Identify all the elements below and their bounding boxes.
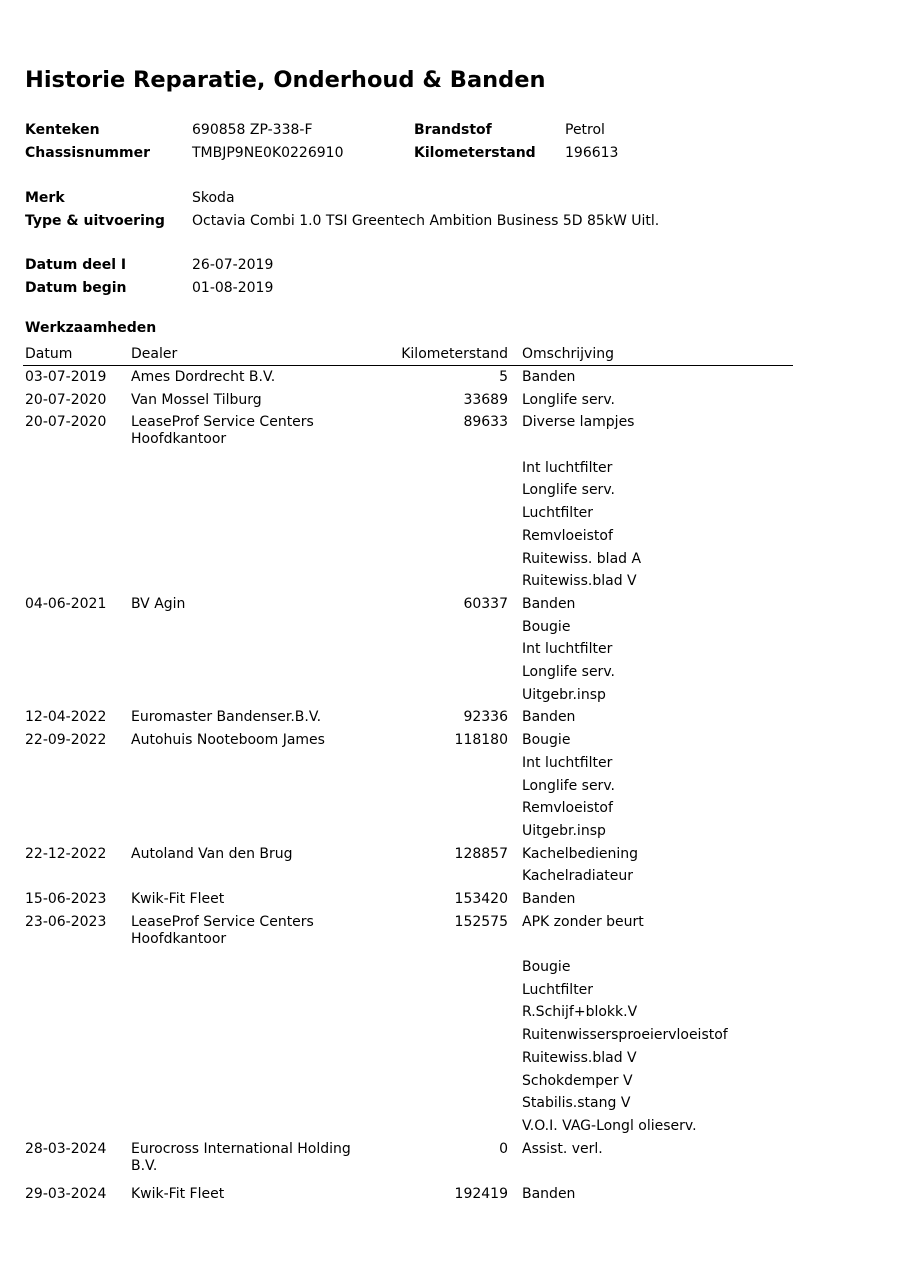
- cell-kilometerstand: 89633: [463, 414, 508, 431]
- omschrijving-line: Ruitewiss.blad V: [522, 573, 637, 590]
- dealer-line: BV Agin: [131, 595, 186, 612]
- cell-omschrijving: [522, 593, 792, 706]
- omschrijving-line: Int luchtfilter: [522, 641, 613, 658]
- table-header: [23, 343, 793, 366]
- cell-dealer: [131, 911, 366, 948]
- omschrijving-line: [522, 434, 792, 457]
- cell-omschrijving: [522, 706, 792, 729]
- cell-kilometerstand: 0: [499, 1140, 508, 1157]
- cell-dealer: [131, 1183, 366, 1203]
- dealer-line: Hoofdkantoor: [131, 431, 227, 448]
- datum-deel-label: Datum deel I: [25, 257, 127, 273]
- dealer-line: LeaseProf Service Centers: [131, 414, 314, 431]
- omschrijving-line: Stabilis.stang V: [522, 1095, 631, 1112]
- cell-kilometerstand: 92336: [463, 709, 508, 726]
- cell-dealer: [131, 843, 366, 863]
- cell-omschrijving: [522, 843, 792, 888]
- omschrijving-line: Longlife serv.: [522, 391, 615, 408]
- omschrijving-line: Schokdemper V: [522, 1072, 633, 1089]
- table-row: [25, 366, 795, 389]
- cell-kilometerstand: 153420: [454, 891, 508, 908]
- cell-kilometerstand: 152575: [454, 913, 508, 930]
- kilometerstand-value: 196613: [565, 145, 619, 161]
- omschrijving-line: Bougie: [522, 618, 571, 635]
- omschrijving-line: Longlife serv.: [522, 482, 615, 499]
- omschrijving-line: Longlife serv.: [522, 664, 615, 681]
- omschrijving-line: Kachelbediening: [522, 845, 638, 862]
- column-header-kilometerstand: Kilometerstand: [401, 346, 508, 362]
- cell-kilometerstand: 192419: [454, 1186, 508, 1203]
- dealer-line: Eurocross International Holding: [131, 1140, 351, 1157]
- cell-kilometerstand: 5: [499, 369, 508, 385]
- cell-omschrijving: [522, 1183, 792, 1206]
- cell-kilometerstand: 60337: [463, 595, 508, 612]
- omschrijving-line: Uitgebr.insp: [522, 686, 606, 703]
- dealer-line: Van Mossel Tilburg: [131, 391, 262, 408]
- omschrijving-line: Uitgebr.insp: [522, 822, 606, 839]
- omschrijving-line: Luchtfilter: [522, 981, 594, 998]
- dealer-line: LeaseProf Service Centers: [131, 913, 314, 930]
- cell-kilometerstand: 118180: [454, 732, 508, 749]
- cell-dealer: [131, 389, 366, 409]
- cell-omschrijving: [522, 366, 792, 389]
- cell-datum: 22-12-2022: [25, 845, 107, 862]
- cell-dealer: [131, 411, 366, 448]
- omschrijving-line: Ruitewiss. blad A: [522, 550, 642, 567]
- table-row: [25, 911, 795, 1138]
- dealer-line: Kwik-Fit Fleet: [131, 1186, 225, 1203]
- table-row: [25, 706, 795, 729]
- page-title: Historie Reparatie, Onderhoud & Banden: [25, 67, 546, 93]
- omschrijving-line: Remvloeistof: [522, 527, 613, 544]
- dealer-line: Euromaster Bandenser.B.V.: [131, 709, 322, 726]
- cell-datum: 20-07-2020: [25, 391, 107, 408]
- cell-omschrijving: [522, 729, 792, 842]
- omschrijving-line: Int luchtfilter: [522, 459, 613, 476]
- cell-dealer: [131, 888, 366, 908]
- dealer-line: Autoland Van den Brug: [131, 845, 293, 862]
- werkzaamheden-title: Werkzaamheden: [25, 320, 157, 336]
- cell-omschrijving: [522, 411, 792, 593]
- omschrijving-line: Bougie: [522, 959, 571, 976]
- datum-begin-value: 01-08-2019: [192, 280, 274, 296]
- omschrijving-line: Assist. verl.: [522, 1140, 603, 1157]
- table-row: [25, 389, 795, 412]
- cell-kilometerstand: 128857: [454, 845, 508, 862]
- omschrijving-line: Longlife serv.: [522, 777, 615, 794]
- omschrijving-line: Ruitenwissersproeiervloeistof: [522, 1027, 728, 1044]
- cell-datum: 12-04-2022: [25, 709, 107, 726]
- cell-dealer: [131, 366, 366, 386]
- dealer-line: Ames Dordrecht B.V.: [131, 369, 276, 385]
- omschrijving-line: Remvloeistof: [522, 800, 613, 817]
- omschrijving-line: Luchtfilter: [522, 505, 594, 522]
- cell-omschrijving: [522, 389, 792, 412]
- cell-datum: 22-09-2022: [25, 732, 107, 749]
- cell-datum: 04-06-2021: [25, 595, 107, 612]
- omschrijving-line: [522, 1160, 792, 1183]
- table-row: [25, 1183, 795, 1206]
- cell-dealer: [131, 593, 366, 613]
- table-row: [25, 411, 795, 593]
- omschrijving-line: Kachelradiateur: [522, 868, 634, 885]
- cell-kilometerstand: 33689: [463, 391, 508, 408]
- kilometerstand-label: Kilometerstand: [414, 145, 536, 161]
- omschrijving-line: Banden: [522, 1186, 576, 1203]
- omschrijving-line: Banden: [522, 709, 576, 726]
- dealer-line: Autohuis Nooteboom James: [131, 732, 325, 749]
- kenteken-value: 690858 ZP-338-F: [192, 122, 313, 138]
- omschrijving-line: Int luchtfilter: [522, 754, 613, 771]
- datum-deel-value: 26-07-2019: [192, 257, 274, 273]
- column-header-dealer: Dealer: [131, 346, 178, 362]
- merk-value: Skoda: [192, 190, 235, 206]
- dealer-line: Kwik-Fit Fleet: [131, 891, 225, 908]
- table-row: [25, 888, 795, 911]
- cell-datum: 28-03-2024: [25, 1140, 107, 1157]
- table-row: [25, 1138, 795, 1183]
- table-row: [25, 843, 795, 888]
- cell-dealer: [131, 706, 366, 726]
- datum-begin-label: Datum begin: [25, 280, 127, 296]
- cell-omschrijving: [522, 888, 792, 911]
- chassis-value: TMBJP9NE0K0226910: [192, 145, 344, 161]
- chassis-label: Chassisnummer: [25, 145, 150, 161]
- cell-datum: 03-07-2019: [25, 369, 107, 385]
- cell-dealer: [131, 729, 366, 749]
- type-label: Type & uitvoering: [25, 213, 165, 229]
- type-value: Octavia Combi 1.0 TSI Greentech Ambition Business 5D 85kW Uitl.: [192, 213, 660, 229]
- dealer-line: B.V.: [131, 1157, 158, 1174]
- cell-dealer: [131, 1138, 366, 1175]
- cell-omschrijving: [522, 911, 792, 1138]
- column-header-omschrijving: Omschrijving: [522, 346, 614, 362]
- cell-datum: 23-06-2023: [25, 913, 107, 930]
- omschrijving-line: APK zonder beurt: [522, 913, 644, 930]
- cell-datum: 20-07-2020: [25, 414, 107, 431]
- column-header-datum: Datum: [25, 346, 73, 362]
- kenteken-label: Kenteken: [25, 122, 100, 138]
- table-row: [25, 729, 795, 843]
- brandstof-label: Brandstof: [414, 122, 492, 138]
- table-row: [25, 593, 795, 707]
- cell-datum: 29-03-2024: [25, 1186, 107, 1203]
- merk-label: Merk: [25, 190, 65, 206]
- omschrijving-line: Bougie: [522, 732, 571, 749]
- omschrijving-line: [522, 933, 792, 956]
- omschrijving-line: Banden: [522, 595, 576, 612]
- omschrijving-line: V.O.I. VAG-Longl olieserv.: [522, 1117, 697, 1134]
- omschrijving-line: Diverse lampjes: [522, 414, 635, 431]
- werkzaamheden-table-body: [25, 366, 795, 1206]
- omschrijving-line: R.Schijf+blokk.V: [522, 1004, 638, 1021]
- dealer-line: Hoofdkantoor: [131, 930, 227, 947]
- omschrijving-line: Ruitewiss.blad V: [522, 1049, 637, 1066]
- omschrijving-line: Banden: [522, 891, 576, 908]
- brandstof-value: Petrol: [565, 122, 605, 138]
- cell-datum: 15-06-2023: [25, 891, 107, 908]
- cell-omschrijving: [522, 1138, 792, 1183]
- omschrijving-line: Banden: [522, 369, 576, 385]
